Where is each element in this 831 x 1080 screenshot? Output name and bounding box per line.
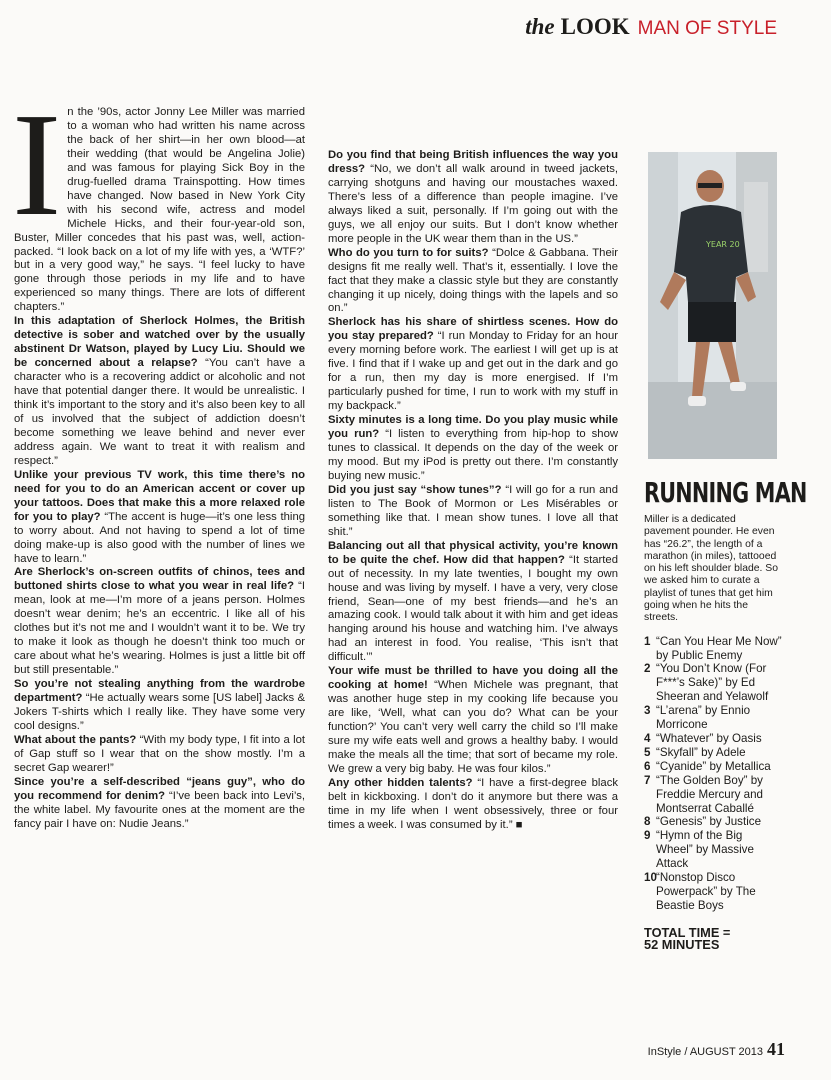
answer: “You can’t have a character who is a recovering addict or alcoholic and not have that potential danger there. It would be unrealistic. I think it’s important to the story and it’s also been key to all of us involved that the subject of addiction doesn’t become something we leave behind and never ever address again. We want to treat it with realism and respect.” [14,357,305,467]
question: Are Sherlock’s on-screen outfits of chinos, tees and buttoned shirts close to what you wear in real life? [14,566,305,593]
footer-publication: InStyle / AUGUST 2013 [647,1046,763,1058]
question: Since you’re a self-described “jeans guy”, who do you recommend for denim? [14,775,305,802]
playlist-item [644,760,782,774]
track-title: “Hymn of the Big Wheel” by Massive Attack [656,829,754,871]
question: In this adaptation of Sherlock Holmes, the British detective is sober and watched over by the usually abstinent Dr Watson, played by Lucy Liu. Should we be concerned about a relapse? [14,315,305,370]
answer: “When Michele was pregnant, that was another huge step in my cooking life because you are like, ‘Well, what can you do? What can be your function?’ You can’t very well carry the child so I’ll make sure my wife eats well and grows a healthy baby. I would make the meals all the time; that sort of became my role. We grew a very big baby. He was four kilos.” [328,679,618,775]
track-title: “L’arena” by Ennio Morricone [656,704,751,732]
question: Any other hidden talents? [328,776,473,789]
intro-paragraph: n the ’90s, actor Jonny Lee Miller was married to a woman who had written his name across the back of her shirt—in her own blood—at their wedding (that would be Angelina Jolie) and was famous for playing Sick Boy in the drug-fuelled drama Trainspotting. How times have changed. Now based in New York City with his second wife, actress and model Michele Hicks, and their four-year-old son, Buster, Miller concedes that his past was, well, action-packed. “I look back on a lot of my life with yes, a ‘WTF?’ but in a very good way,” he says. “I feel lucky to have gone through those periods in my life and to have experienced so many things. There are lots of different chapters.” [14,106,305,314]
question: What about the pants? [14,733,137,746]
qa-paragraph [14,734,305,776]
question: Did you just say “show tunes”? [328,483,502,496]
playlist-item [644,829,782,871]
track-number: 6 [644,759,651,773]
qa-paragraph [328,484,618,540]
runner-illustration [648,152,777,459]
answer: “I will go for a run and listen to The Book of Mormon or Les Misérables or something like that. I mean show tunes. I love all that shit.” [328,483,618,538]
question: Sherlock has his share of shirtless scenes. How do you stay prepared? [328,316,618,343]
qa-paragraph [328,414,618,484]
answer: “Dolce & Gabbana. Their designs fit me really well. That’s it, essentially. I love the fact that they make a classic style but they are constantly changing it up nicely, doing things with the lapels and so on.” [328,246,618,315]
qa-paragraph [328,247,618,317]
playlist-item [644,815,782,829]
question: Your wife must be thrilled to have you doing all the cooking at home! [328,665,618,692]
running-photo [648,152,777,459]
track-number: 10 [644,871,657,885]
track-title: “Whatever” by Oasis [656,732,762,746]
playlist-item [644,662,782,704]
header-look: LOOK [560,14,630,39]
question: Unlike your previous TV work, this time there’s no need for you to do an American accent or cover up your tattoos. Does that make this a more relaxed role for you to play? [14,468,305,523]
sidebar-intro: Miller is a dedicated pavement pounder. He even has “26.2”, the length of a marathon (in miles), tattooed on his left shoulder blade. So we asked him to curate a playlist of tunes that get him going when he hits the streets. [644,514,779,624]
section-header [525,14,777,40]
running-man-sidebar [644,476,807,952]
track-title: “You Don’t Know (For F***’s Sake)” by Ed Sheeran and Yelawolf [656,662,769,704]
answer: “I mean, look at me—I’m more of a jeans person. Holmes doesn’t wear denim; he’s an eccentric. I like all of his clothes but it’s not me and I wouldn’t want it to be. We try to make it look as though he doesn’t think too much or care about what he’s wearing. Holmes is just a little bit off but still presentable.” [14,580,305,677]
page-number: 41 [767,1039,785,1059]
answer: “With my body type, I fit into a lot of Gap stuff so I wear that on the show mostly. I’m a secret Gap wearer!” [14,733,305,774]
track-number: 5 [644,745,651,759]
track-number: 7 [644,773,651,787]
qa-paragraph [14,315,305,468]
drop-cap: I [12,83,62,247]
page-footer [648,1039,785,1060]
qa-paragraph [14,776,305,832]
answer: “I have a first-degree black belt in kickboxing. I don’t do it anymore but there was a time in my life when I went obsessively, three or four times a week. I was consumed by it.” ■ [328,776,618,831]
header-the: the [525,14,555,39]
playlist-item [644,774,782,816]
question: So you’re not stealing anything from the wardrobe department? [14,678,305,705]
track-number: 3 [644,704,651,718]
playlist-item [644,704,782,732]
qa-paragraph [14,566,305,678]
answer: “I listen to everything from hip-hop to show tunes to classical. It depends on the day of the week or my mood. But my iPod is pretty out there. I’m constantly buying new music.” [328,428,619,482]
track-title: “Cyanide” by Metallica [656,759,771,773]
track-number: 1 [644,634,651,648]
total-time-label: TOTAL TIME = [644,924,731,940]
answer: “I’ve been back into Levi’s, the white label. My favourite ones at the moment are the fancy pair I have on: Nudie Jeans.” [14,789,306,830]
question: Who do you turn to for suits? [328,246,489,259]
answer: “The accent is huge—it’s one less thing to worry about. And not having to spend a lot of time doing make-up is also good with the number of lines we have to learn.” [14,510,306,565]
question: Sixty minutes is a long time. Do you play music while you run? [328,414,618,441]
shirt-text: YEAR 20 [706,240,740,249]
playlist-item [644,635,782,663]
qa-paragraph [328,665,618,777]
track-title: “The Golden Boy” by Freddie Mercury and Montserrat Caballé [656,773,763,815]
answer: “I run Monday to Friday for an hour every morning before work. The earliest I will get up is at five. I find that if I wake up and get out in the dark and go for a run, then my day is more energised. If I’m particularly pushed for time, I run to work with my stuff in my backpack.” [328,330,619,413]
playlist [644,635,782,913]
track-number: 8 [644,815,651,829]
track-number: 4 [644,732,651,746]
track-number: 9 [644,829,651,843]
question: Do you find that being British influences the way you dress? [328,149,618,175]
track-title: “Nonstop Disco Powerpack” by The Beastie Boys [656,871,756,912]
question: Balancing out all that physical activity, you’re known to be quite the chef. How did that happen? [328,539,618,566]
qa-paragraph [328,540,618,666]
qa-paragraph [328,777,618,833]
track-title: “Skyfall” by Adele [656,745,746,759]
qa-paragraph [328,149,618,247]
qa-paragraph [328,316,618,414]
article-column-2 [328,149,618,833]
qa-paragraph [14,678,305,734]
header-section: MAN OF STYLE [637,18,777,39]
track-title: “Genesis” by Justice [656,815,762,829]
playlist-item [644,746,782,760]
article-column-1 [12,83,306,832]
sidebar-title: RUNNING MAN [644,476,807,509]
answer: “He actually wears some [US label] Jacks & Jokers T-shirts which I really like. They have some very cool designs.” [14,692,305,732]
track-number: 2 [644,662,651,676]
answer: “It started out of necessity. In my late twenties, I bought my own house and was living by myself. I have a very, very close friend, Sean—one of my best friends—and he’s an amazing cook. I would talk about it with him and get ideas hanging around his house and watching him. I’ve always had an interest in food. You realise, ‘This isn’t that difficult.’” [328,553,619,664]
playlist-item [644,871,782,913]
total-time [644,924,782,952]
track-title: “Can You Hear Me Now” by Public Enemy [656,634,782,662]
playlist-item [644,732,782,746]
total-time-value: 52 MINUTES [644,936,720,952]
answer: “No, we don’t all walk around in tweed jackets, carrying shotguns and having our moustaches waxed. There’s less of a difference than people imagine. I’ve always liked a suit, personally. If I’m going out with the guys, we all enjoy our suits. But I don’t know whether more people in the UK wear them than in the US.” [328,162,619,245]
qa-paragraph [14,469,305,567]
